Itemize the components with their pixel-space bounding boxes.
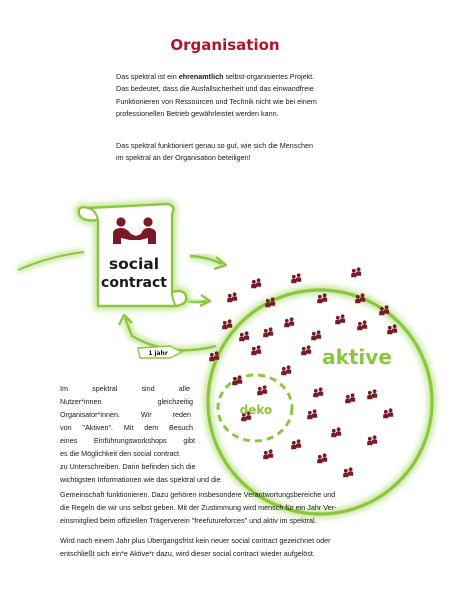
person-icon [387, 324, 397, 334]
person-icon [307, 409, 317, 419]
person-icon [383, 408, 393, 418]
swoosh-decoration [18, 252, 84, 270]
person-icon [263, 327, 273, 337]
intro-line-1: Das spektral ist ein ehrenamtlich selbst-organisiertes Projekt. [116, 72, 315, 81]
person-icon [239, 331, 249, 341]
person-icon [357, 320, 367, 330]
intro-line-3: Funktionieren von Ressourcen und Technik nicht wie bei einem [116, 96, 317, 106]
page-title: Organisation [170, 36, 280, 54]
intro2-line-1: Das spektral funktioniert genau so gut, wie sich die Menschen [116, 141, 313, 150]
person-icon [367, 435, 377, 445]
body-line: einsmitglied beim offiziellen Trägerverein "freefutureforces" und aktiv im spektral. [60, 516, 317, 525]
person-icon [232, 375, 242, 385]
person-icon [291, 439, 301, 449]
person-icon [367, 389, 377, 399]
person-icon [317, 293, 327, 303]
intro2-line-2: im spektral an der Organisation beteiligen! [116, 153, 251, 163]
person-icon [257, 385, 267, 395]
arrow-icon [190, 256, 226, 269]
person-icon [281, 365, 291, 375]
person-icon [331, 427, 341, 437]
body-line: zu Unterschreiben. Darin befinden sich die [60, 462, 196, 471]
person-icon [313, 387, 323, 397]
body-line: die Regeln die wir uns selbst geben. Mit der Zustimmung wird mensch für ein Jahr Ver- [60, 503, 337, 512]
body-line: Organisator*innen. Wir reden [60, 410, 191, 419]
person-icon [343, 467, 353, 477]
person-icon [317, 453, 327, 463]
person-icon [345, 393, 355, 403]
final-line-2: entschließt sich ein*e Aktive*r dazu, wird dieser social contract wieder aufgelöst. [60, 549, 315, 558]
scroll-label-contract: contract [101, 275, 167, 291]
final-line-1: Wird nach einem Jahr plus Übergangsfrist kein neuer social contract gezeichnet oder [60, 536, 331, 545]
person-icon [263, 449, 273, 459]
body-line: Im spektral sind alle [60, 384, 190, 393]
person-icon [351, 267, 361, 277]
body-line: es die Möglichkeit den social contract [60, 449, 180, 458]
person-icon [251, 345, 261, 355]
active-circle [208, 290, 432, 514]
body-line: Gemeinschaft funktionieren. Dazu gehören insbesondere Verantwortungsbereiche und [60, 490, 336, 499]
person-icon [227, 292, 237, 302]
person-icon [291, 273, 301, 283]
scroll-label-social: social [108, 255, 160, 273]
person-icon [301, 345, 311, 355]
person-icon [284, 317, 294, 327]
body-line: Nutzer*innen gleichzeitig [60, 397, 193, 406]
body-line: eines Einführungsworkshops gibt [60, 436, 195, 445]
person-icon [251, 278, 261, 288]
intro-line-4: professionellen Betrieb gewährleistet werden kann. [116, 109, 279, 119]
person-icon [311, 330, 321, 340]
deko-label: deko [239, 403, 273, 417]
intro-line-2: Das bedeutet, dass die Ausfallsicherheit und das einwandfreie [116, 84, 314, 94]
cycle-arrow-icon [119, 315, 216, 350]
body-line: von "Aktiven". Mit dem Besuch [60, 423, 193, 432]
person-icon [335, 314, 345, 324]
active-label: aktive [322, 345, 392, 369]
cycle-label: 1 jahr [148, 350, 168, 357]
body-line: wichtigsten Informationen wie das spektral und die [60, 475, 221, 484]
